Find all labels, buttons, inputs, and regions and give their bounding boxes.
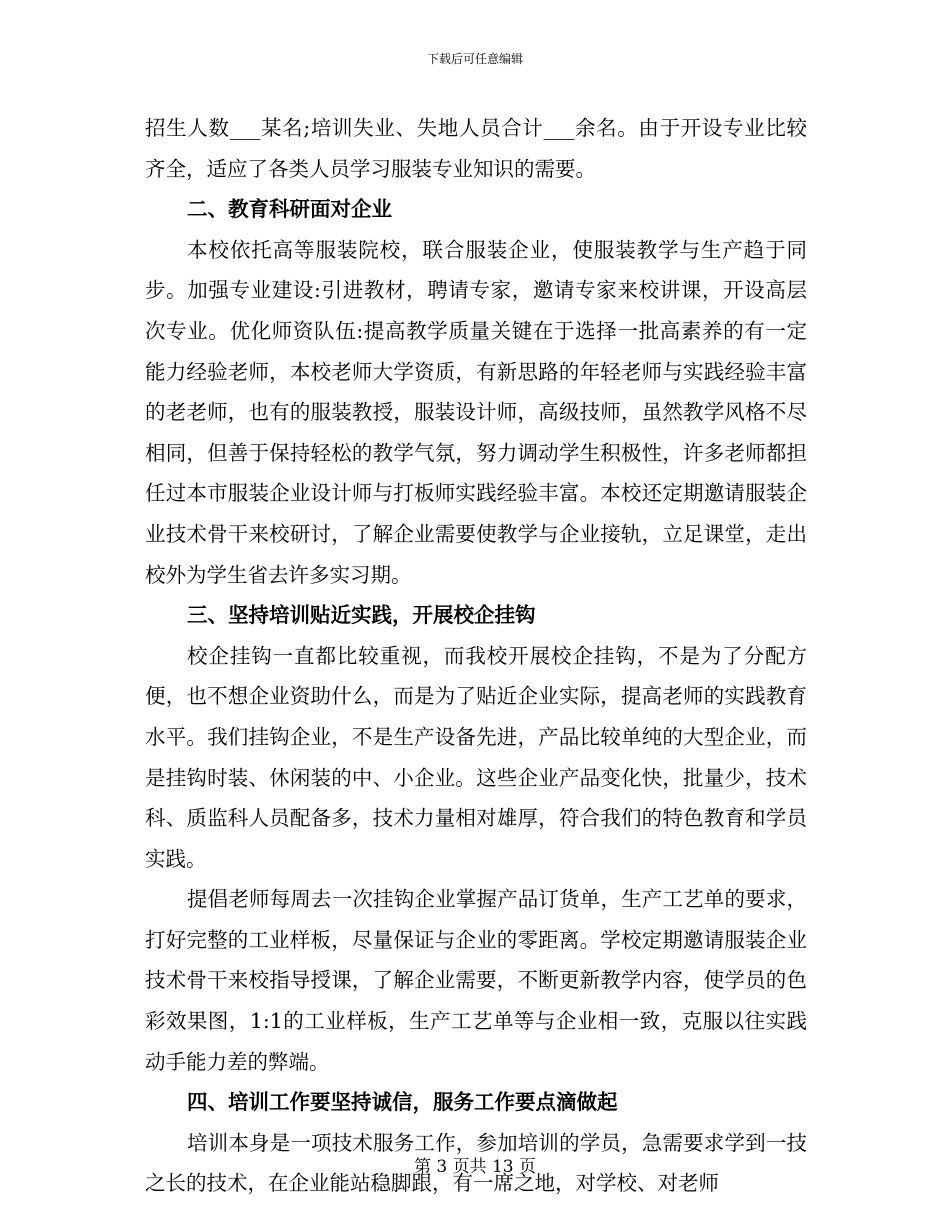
- document-body: [145, 108, 807, 1204]
- paragraph-section-3b: 提倡老师每周去一次挂钩企业掌握产品订货单，生产工艺单的要求，打好完整的工业样板，尽量保证与企业的零距离。学校定期邀请服装企业技术骨干来校指导授课，了解企业需要，不断更新教学内容，使学员的色彩效果图，1:1的工业样板，生产工艺单等与企业相一致，克服以往实践动手能力差的弊端。: [145, 887, 807, 1074]
- page-number: 第 3 页共 13 页: [413, 1157, 537, 1177]
- paragraph-section-2: 本校依托高等服装院校，联合服装企业，使服装教学与生产趋于同步。加强专业建设:引进教材，聘请专家，邀请专家来校讲课，开设高层次专业。优化师资队伍:提高教学质量关键在于选择一批高素养的有一定能力经验老师，本校老师大学资质，有新思路的年轻老师与实践经验丰富的老老师，也有的服装教授，服装设计师，高级技师，虽然教学风格不尽相同，但善于保持轻松的教学气氛，努力调动学生积极性，许多老师都担任过本市服装企业设计师与打板师实践经验丰富。本校还定期邀请服装企业技术骨干来校研讨，了解企业需要使教学与企业接轨，立足课堂，走出校外为学生省去许多实习期。: [145, 237, 807, 587]
- heading-section-3: 三、坚持培训贴近实践，开展校企挂钩: [187, 603, 536, 628]
- page-header: 下载后可任意编辑: [426, 52, 523, 66]
- paragraph-section-3a: 校企挂钩一直都比较重视，而我校开展校企挂钩，不是为了分配方便，也不想企业资助什么，而是为了贴近企业实际，提高老师的实践教育水平。我们挂钩企业，不是生产设备先进，产品比较单纯的大型企业，而是挂钩时装、休闲装的中、小企业。这些企业产品变化快，批量少，技术科、质监科人员配备多，技术力量相对雄厚，符合我们的特色教育和学员实践。: [145, 643, 807, 871]
- heading-section-2: 二、教育科研面对企业: [187, 197, 392, 222]
- paragraph-intro: 招生人数___某名;培训失业、失地人员合计___余名。由于开设专业比较齐全，适应了各类人员学习服装专业知识的需要。: [145, 116, 807, 181]
- heading-section-4: 四、培训工作要坚持诚信，服务工作要点滴做起: [187, 1090, 618, 1115]
- paragraph-section-4: 培训本身是一项技术服务工作，参加培训的学员，急需要求学到一技之长的技术，在企业能站稳脚跟，有一席之地，对学校、对老师: [145, 1130, 807, 1196]
